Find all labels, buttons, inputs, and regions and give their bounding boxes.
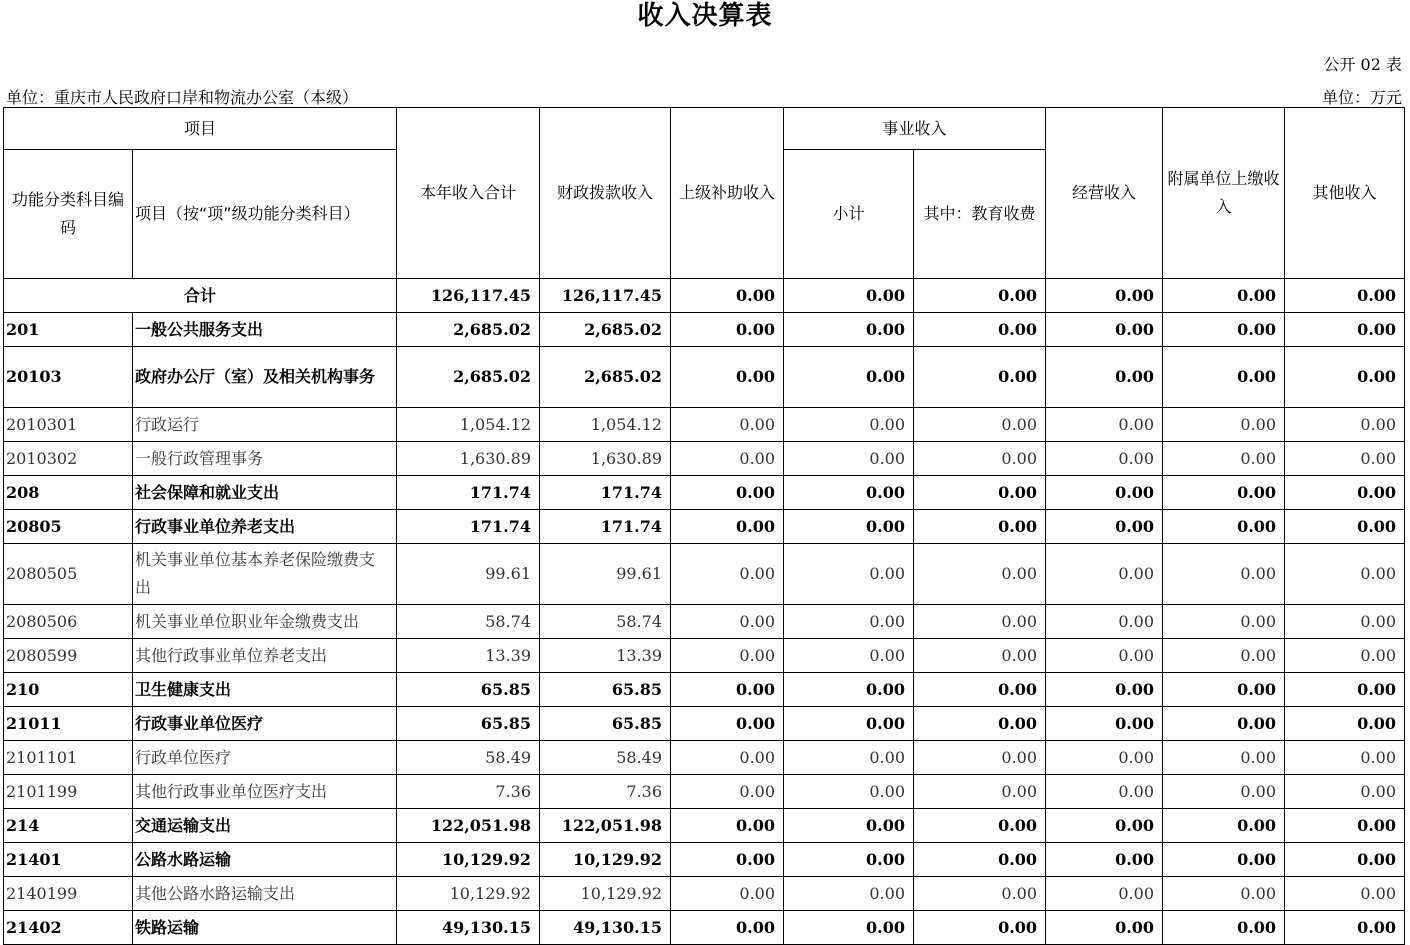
row-value: 0.00 bbox=[1163, 775, 1285, 809]
row-value: 1,630.89 bbox=[397, 442, 540, 476]
row-code: 21402 bbox=[4, 911, 133, 945]
row-value: 10,129.92 bbox=[397, 877, 540, 911]
row-value: 0.00 bbox=[1046, 313, 1163, 347]
row-value: 0.00 bbox=[914, 476, 1046, 510]
row-value: 0.00 bbox=[784, 741, 914, 775]
table-row bbox=[4, 877, 1405, 911]
row-value: 0.00 bbox=[671, 775, 784, 809]
row-value: 0.00 bbox=[1163, 313, 1285, 347]
row-value: 0.00 bbox=[1046, 707, 1163, 741]
row-value: 0.00 bbox=[1046, 408, 1163, 442]
row-value: 0.00 bbox=[1285, 673, 1405, 707]
row-name: 卫生健康支出 bbox=[133, 673, 397, 707]
row-value: 0.00 bbox=[1163, 877, 1285, 911]
header-fiscal: 财政拨款收入 bbox=[540, 108, 671, 279]
row-code: 214 bbox=[4, 809, 133, 843]
total-value: 0.00 bbox=[914, 279, 1046, 313]
header-superior: 上级补助收入 bbox=[671, 108, 784, 279]
total-value: 0.00 bbox=[1046, 279, 1163, 313]
row-value: 0.00 bbox=[914, 673, 1046, 707]
row-value: 99.61 bbox=[397, 544, 540, 605]
row-code: 2101199 bbox=[4, 775, 133, 809]
row-value: 58.74 bbox=[397, 605, 540, 639]
reporting-unit: 单位：重庆市人民政府口岸和物流办公室（本级） bbox=[6, 88, 359, 107]
row-value: 0.00 bbox=[1285, 639, 1405, 673]
row-value: 0.00 bbox=[1163, 639, 1285, 673]
row-name: 行政运行 bbox=[133, 408, 397, 442]
header-subtotal: 小计 bbox=[784, 150, 914, 279]
row-value: 0.00 bbox=[671, 442, 784, 476]
row-value: 0.00 bbox=[914, 877, 1046, 911]
row-value: 0.00 bbox=[1046, 510, 1163, 544]
row-value: 0.00 bbox=[671, 741, 784, 775]
row-name: 社会保障和就业支出 bbox=[133, 476, 397, 510]
row-value: 1,054.12 bbox=[540, 408, 671, 442]
currency-unit: 单位：万元 bbox=[1321, 88, 1402, 107]
row-value: 0.00 bbox=[1163, 741, 1285, 775]
row-value: 2,685.02 bbox=[397, 347, 540, 408]
row-value: 0.00 bbox=[784, 510, 914, 544]
row-value: 0.00 bbox=[1285, 843, 1405, 877]
table-row bbox=[4, 476, 1405, 510]
row-code: 201 bbox=[4, 313, 133, 347]
row-value: 7.36 bbox=[397, 775, 540, 809]
row-value: 58.74 bbox=[540, 605, 671, 639]
row-value: 0.00 bbox=[671, 605, 784, 639]
table-row bbox=[4, 639, 1405, 673]
row-value: 0.00 bbox=[1046, 843, 1163, 877]
header-row-1 bbox=[4, 108, 1405, 150]
row-value: 122,051.98 bbox=[540, 809, 671, 843]
row-value: 0.00 bbox=[1285, 544, 1405, 605]
row-name: 机关事业单位职业年金缴费支出 bbox=[133, 605, 397, 639]
row-value: 0.00 bbox=[671, 544, 784, 605]
row-value: 0.00 bbox=[1046, 741, 1163, 775]
row-value: 0.00 bbox=[914, 442, 1046, 476]
row-value: 0.00 bbox=[914, 313, 1046, 347]
row-value: 0.00 bbox=[1163, 673, 1285, 707]
row-value: 49,130.15 bbox=[540, 911, 671, 945]
row-value: 0.00 bbox=[1046, 544, 1163, 605]
row-code: 208 bbox=[4, 476, 133, 510]
table-row bbox=[4, 673, 1405, 707]
row-value: 10,129.92 bbox=[397, 843, 540, 877]
table-row bbox=[4, 313, 1405, 347]
row-name: 机关事业单位基本养老保险缴费支出 bbox=[133, 544, 397, 605]
row-value: 0.00 bbox=[1046, 809, 1163, 843]
row-value: 0.00 bbox=[784, 775, 914, 809]
total-value: 126,117.45 bbox=[540, 279, 671, 313]
row-value: 0.00 bbox=[784, 544, 914, 605]
row-value: 0.00 bbox=[914, 605, 1046, 639]
row-code: 2080505 bbox=[4, 544, 133, 605]
row-value: 0.00 bbox=[784, 408, 914, 442]
row-value: 0.00 bbox=[671, 809, 784, 843]
row-value: 0.00 bbox=[1163, 442, 1285, 476]
row-value: 0.00 bbox=[671, 911, 784, 945]
total-value: 0.00 bbox=[671, 279, 784, 313]
row-code: 2140199 bbox=[4, 877, 133, 911]
row-value: 58.49 bbox=[540, 741, 671, 775]
row-value: 65.85 bbox=[397, 707, 540, 741]
row-name: 其他公路水路运输支出 bbox=[133, 877, 397, 911]
row-name: 政府办公厅（室）及相关机构事务 bbox=[133, 347, 397, 408]
row-code: 20103 bbox=[4, 347, 133, 408]
row-value: 0.00 bbox=[1046, 911, 1163, 945]
row-value: 0.00 bbox=[914, 707, 1046, 741]
row-value: 0.00 bbox=[914, 775, 1046, 809]
row-value: 0.00 bbox=[1285, 911, 1405, 945]
row-value: 13.39 bbox=[540, 639, 671, 673]
row-value: 0.00 bbox=[671, 510, 784, 544]
row-value: 0.00 bbox=[1285, 741, 1405, 775]
row-name: 一般行政管理事务 bbox=[133, 442, 397, 476]
table-row bbox=[4, 442, 1405, 476]
row-value: 99.61 bbox=[540, 544, 671, 605]
row-name: 行政单位医疗 bbox=[133, 741, 397, 775]
row-value: 0.00 bbox=[1163, 510, 1285, 544]
row-value: 49,130.15 bbox=[397, 911, 540, 945]
row-value: 0.00 bbox=[1163, 347, 1285, 408]
row-value: 0.00 bbox=[1046, 775, 1163, 809]
row-code: 2080506 bbox=[4, 605, 133, 639]
row-value: 0.00 bbox=[1163, 911, 1285, 945]
row-value: 0.00 bbox=[784, 809, 914, 843]
row-code: 20805 bbox=[4, 510, 133, 544]
table-row bbox=[4, 775, 1405, 809]
row-value: 0.00 bbox=[1285, 347, 1405, 408]
row-value: 0.00 bbox=[1163, 408, 1285, 442]
table-row bbox=[4, 544, 1405, 605]
row-value: 0.00 bbox=[784, 605, 914, 639]
row-value: 0.00 bbox=[784, 442, 914, 476]
row-name: 行政事业单位养老支出 bbox=[133, 510, 397, 544]
total-row bbox=[4, 279, 1405, 313]
header-other: 其他收入 bbox=[1285, 108, 1405, 279]
row-value: 0.00 bbox=[784, 347, 914, 408]
total-value: 0.00 bbox=[1163, 279, 1285, 313]
table-row bbox=[4, 809, 1405, 843]
row-value: 0.00 bbox=[784, 673, 914, 707]
header-operating: 经营收入 bbox=[1046, 108, 1163, 279]
row-value: 122,051.98 bbox=[397, 809, 540, 843]
row-value: 10,129.92 bbox=[540, 843, 671, 877]
row-value: 0.00 bbox=[671, 347, 784, 408]
table-row bbox=[4, 707, 1405, 741]
row-value: 2,685.02 bbox=[540, 347, 671, 408]
row-value: 0.00 bbox=[914, 911, 1046, 945]
row-value: 0.00 bbox=[1163, 843, 1285, 877]
row-code: 21401 bbox=[4, 843, 133, 877]
row-value: 0.00 bbox=[784, 476, 914, 510]
row-value: 171.74 bbox=[397, 476, 540, 510]
row-value: 0.00 bbox=[1285, 605, 1405, 639]
row-value: 7.36 bbox=[540, 775, 671, 809]
header-total: 本年收入合计 bbox=[397, 108, 540, 279]
row-value: 0.00 bbox=[914, 843, 1046, 877]
row-value: 0.00 bbox=[784, 313, 914, 347]
row-value: 0.00 bbox=[914, 510, 1046, 544]
row-value: 2,685.02 bbox=[397, 313, 540, 347]
row-value: 0.00 bbox=[671, 673, 784, 707]
income-table bbox=[3, 107, 1405, 945]
row-name: 公路水路运输 bbox=[133, 843, 397, 877]
row-value: 0.00 bbox=[1046, 673, 1163, 707]
table-row bbox=[4, 347, 1405, 408]
page-title: 收入决算表 bbox=[637, 1, 773, 31]
row-value: 0.00 bbox=[1163, 476, 1285, 510]
row-name: 行政事业单位医疗 bbox=[133, 707, 397, 741]
table-row bbox=[4, 408, 1405, 442]
row-value: 65.85 bbox=[540, 707, 671, 741]
row-value: 13.39 bbox=[397, 639, 540, 673]
row-name: 一般公共服务支出 bbox=[133, 313, 397, 347]
header-business-group: 事业收入 bbox=[784, 108, 1046, 150]
row-code: 2080599 bbox=[4, 639, 133, 673]
row-name: 交通运输支出 bbox=[133, 809, 397, 843]
row-value: 0.00 bbox=[671, 408, 784, 442]
row-value: 0.00 bbox=[1163, 605, 1285, 639]
row-value: 0.00 bbox=[784, 877, 914, 911]
table-row bbox=[4, 843, 1405, 877]
row-value: 0.00 bbox=[1285, 707, 1405, 741]
total-label: 合计 bbox=[4, 279, 397, 313]
form-number: 公开 02 表 bbox=[1323, 55, 1402, 74]
row-value: 0.00 bbox=[1046, 347, 1163, 408]
table-row bbox=[4, 605, 1405, 639]
row-value: 0.00 bbox=[1046, 476, 1163, 510]
row-value: 0.00 bbox=[671, 639, 784, 673]
row-value: 1,054.12 bbox=[397, 408, 540, 442]
row-value: 0.00 bbox=[1285, 877, 1405, 911]
row-value: 0.00 bbox=[671, 313, 784, 347]
total-value: 0.00 bbox=[784, 279, 914, 313]
row-value: 0.00 bbox=[1046, 442, 1163, 476]
header-code: 功能分类科目编码 bbox=[4, 150, 133, 279]
row-value: 0.00 bbox=[1285, 775, 1405, 809]
row-value: 0.00 bbox=[914, 809, 1046, 843]
row-code: 2101101 bbox=[4, 741, 133, 775]
row-value: 171.74 bbox=[540, 510, 671, 544]
row-value: 0.00 bbox=[671, 843, 784, 877]
row-value: 0.00 bbox=[914, 347, 1046, 408]
row-value: 58.49 bbox=[397, 741, 540, 775]
row-name: 铁路运输 bbox=[133, 911, 397, 945]
row-value: 0.00 bbox=[784, 843, 914, 877]
row-value: 65.85 bbox=[540, 673, 671, 707]
header-name: 项目（按“项”级功能分类科目） bbox=[133, 150, 397, 279]
row-value: 171.74 bbox=[540, 476, 671, 510]
row-value: 0.00 bbox=[1285, 476, 1405, 510]
row-value: 0.00 bbox=[671, 707, 784, 741]
row-value: 0.00 bbox=[784, 707, 914, 741]
row-value: 0.00 bbox=[671, 877, 784, 911]
row-value: 65.85 bbox=[397, 673, 540, 707]
header-affiliated: 附属单位上缴收入 bbox=[1163, 108, 1285, 279]
total-value: 0.00 bbox=[1285, 279, 1405, 313]
row-value: 0.00 bbox=[1285, 809, 1405, 843]
row-code: 210 bbox=[4, 673, 133, 707]
row-code: 2010301 bbox=[4, 408, 133, 442]
header-education: 其中：教育收费 bbox=[914, 150, 1046, 279]
row-code: 2010302 bbox=[4, 442, 133, 476]
row-value: 0.00 bbox=[784, 911, 914, 945]
row-value: 2,685.02 bbox=[540, 313, 671, 347]
row-value: 0.00 bbox=[1285, 313, 1405, 347]
row-value: 0.00 bbox=[1285, 408, 1405, 442]
row-value: 0.00 bbox=[671, 476, 784, 510]
row-value: 0.00 bbox=[1163, 809, 1285, 843]
row-value: 0.00 bbox=[1046, 605, 1163, 639]
row-value: 0.00 bbox=[1046, 639, 1163, 673]
row-value: 0.00 bbox=[914, 408, 1046, 442]
row-name: 其他行政事业单位医疗支出 bbox=[133, 775, 397, 809]
row-value: 0.00 bbox=[1285, 510, 1405, 544]
row-value: 0.00 bbox=[1163, 544, 1285, 605]
table-body bbox=[4, 108, 1405, 945]
row-code: 21011 bbox=[4, 707, 133, 741]
table-row bbox=[4, 510, 1405, 544]
row-value: 171.74 bbox=[397, 510, 540, 544]
row-value: 10,129.92 bbox=[540, 877, 671, 911]
row-value: 0.00 bbox=[1046, 877, 1163, 911]
row-value: 0.00 bbox=[784, 639, 914, 673]
table-row bbox=[4, 911, 1405, 945]
header-item-group: 项目 bbox=[4, 108, 397, 150]
table-row bbox=[4, 741, 1405, 775]
row-value: 0.00 bbox=[914, 544, 1046, 605]
row-value: 0.00 bbox=[914, 639, 1046, 673]
row-value: 0.00 bbox=[1163, 707, 1285, 741]
row-value: 0.00 bbox=[1285, 442, 1405, 476]
row-value: 0.00 bbox=[914, 741, 1046, 775]
total-value: 126,117.45 bbox=[397, 279, 540, 313]
row-name: 其他行政事业单位养老支出 bbox=[133, 639, 397, 673]
row-value: 1,630.89 bbox=[540, 442, 671, 476]
